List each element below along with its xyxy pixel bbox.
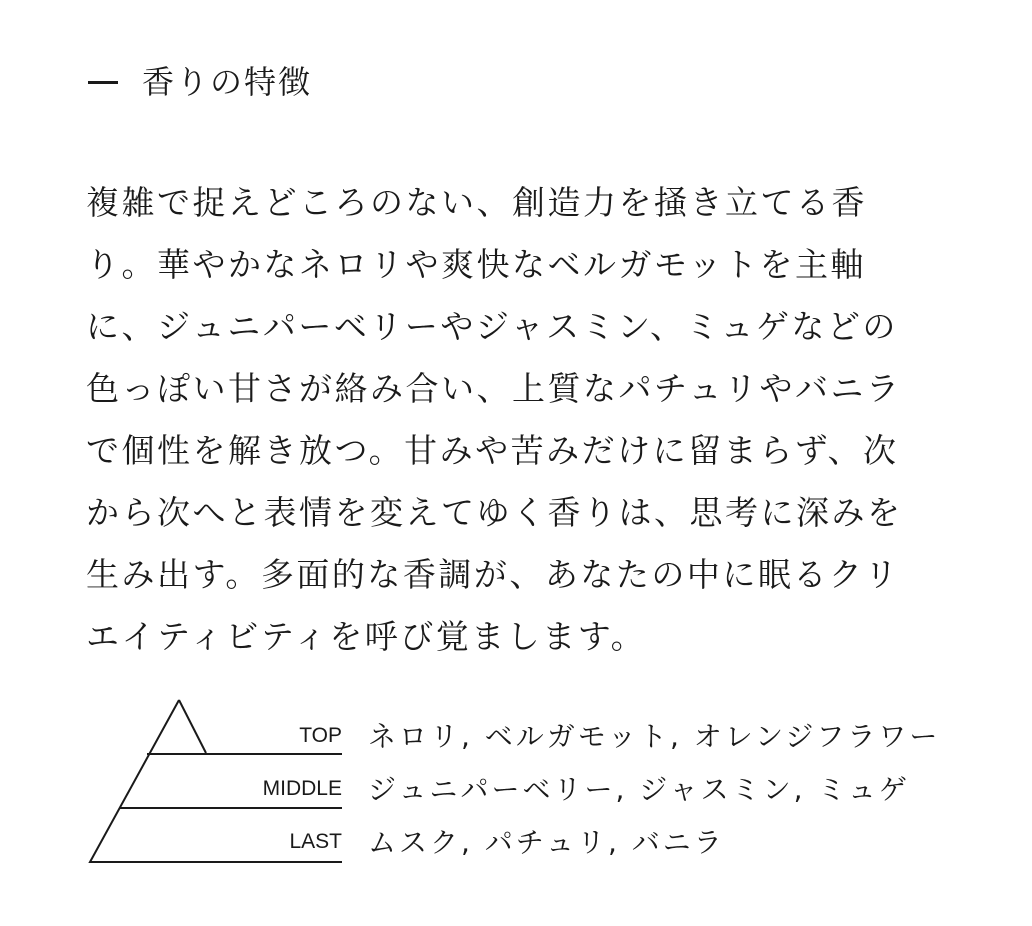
description-line: に、ジュニパーベリーやジャスミン、ミュゲなどの [86,307,898,346]
fragrance-description [86,172,926,668]
section-heading [88,62,312,102]
description-line: 生み出す。多面的な香調が、あなたの中に眠るクリ [86,555,900,594]
description-line: り。華やかなネロリや爽快なベルガモットを主軸 [86,245,867,284]
note-label-middle: MIDDLE [262,777,342,800]
note-value-last: ムスク, パチュリ, バニラ [368,826,725,859]
description-line: で個性を解き放つ。甘みや苦みだけに留まらず、次 [86,431,899,470]
note-value-top: ネロリ, ベルガモット, オレンジフラワー [368,720,941,753]
description-line: 色っぽい甘さが絡み合い、上質なパチュリやバニラ [86,369,902,408]
heading-dash [88,81,118,84]
note-value-middle: ジュニパーベリー, ジャスミン, ミュゲ [368,773,910,806]
description-line: 複雑で捉えどころのない、創造力を掻き立てる香 [86,183,867,222]
note-label-last: LAST [289,830,342,853]
pyramid-right-edge [179,700,206,753]
description-line: エイティビティを呼び覚まします。 [86,617,647,656]
note-label-top: TOP [299,724,342,747]
description-line: から次へと表情を変えてゆく香りは、思考に深みを [86,493,903,532]
heading-title: 香りの特徴 [142,63,313,101]
fragrance-notes [86,694,986,874]
